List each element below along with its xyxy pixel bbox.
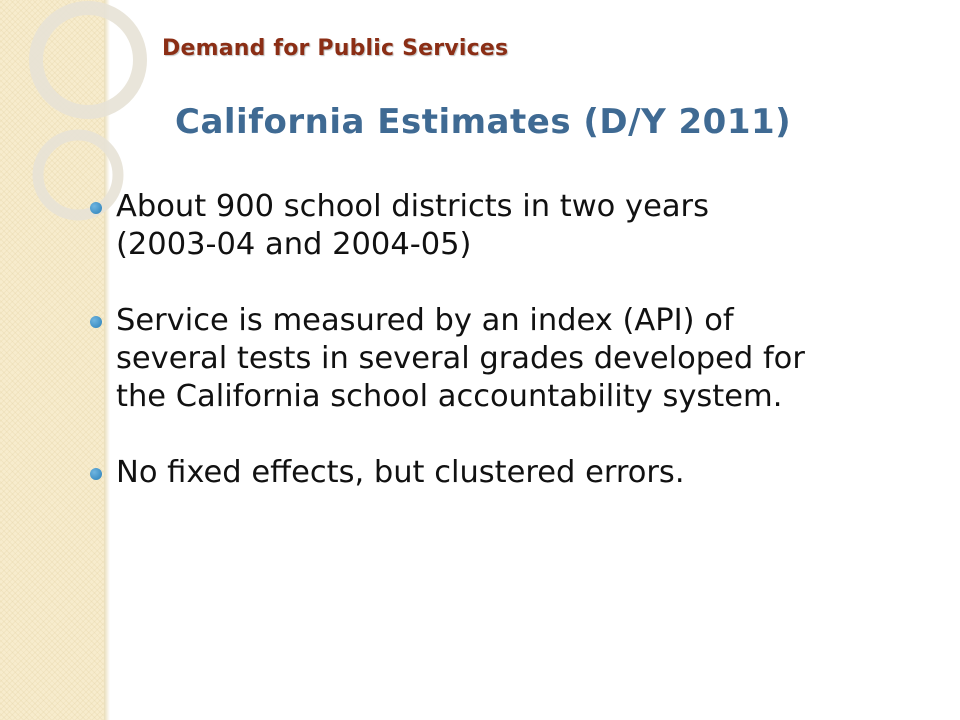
bullet-list xyxy=(88,188,928,530)
slide-header: Demand for Public Services xyxy=(162,36,509,61)
bullet-item xyxy=(88,302,928,416)
bullet-item xyxy=(88,454,928,492)
bullet-text-line: About 900 school districts in two years xyxy=(116,189,709,224)
bullet-dot-icon xyxy=(90,202,102,214)
bullet-text-line: No fixed effects, but clustered errors. xyxy=(116,455,685,490)
bullet-text-line: (2003-04 and 2004-05) xyxy=(116,227,472,262)
bullet-dot-icon xyxy=(90,316,102,328)
bullet-item xyxy=(88,188,928,264)
bullet-text-line: the California school accountability system. xyxy=(116,379,783,414)
bullet-text-line: Service is measured by an index (API) of xyxy=(116,303,734,338)
bullet-dot-icon xyxy=(90,468,102,480)
slide-title: California Estimates (D/Y 2011) xyxy=(175,102,792,142)
bullet-text-line: several tests in several grades developed for xyxy=(116,341,805,376)
